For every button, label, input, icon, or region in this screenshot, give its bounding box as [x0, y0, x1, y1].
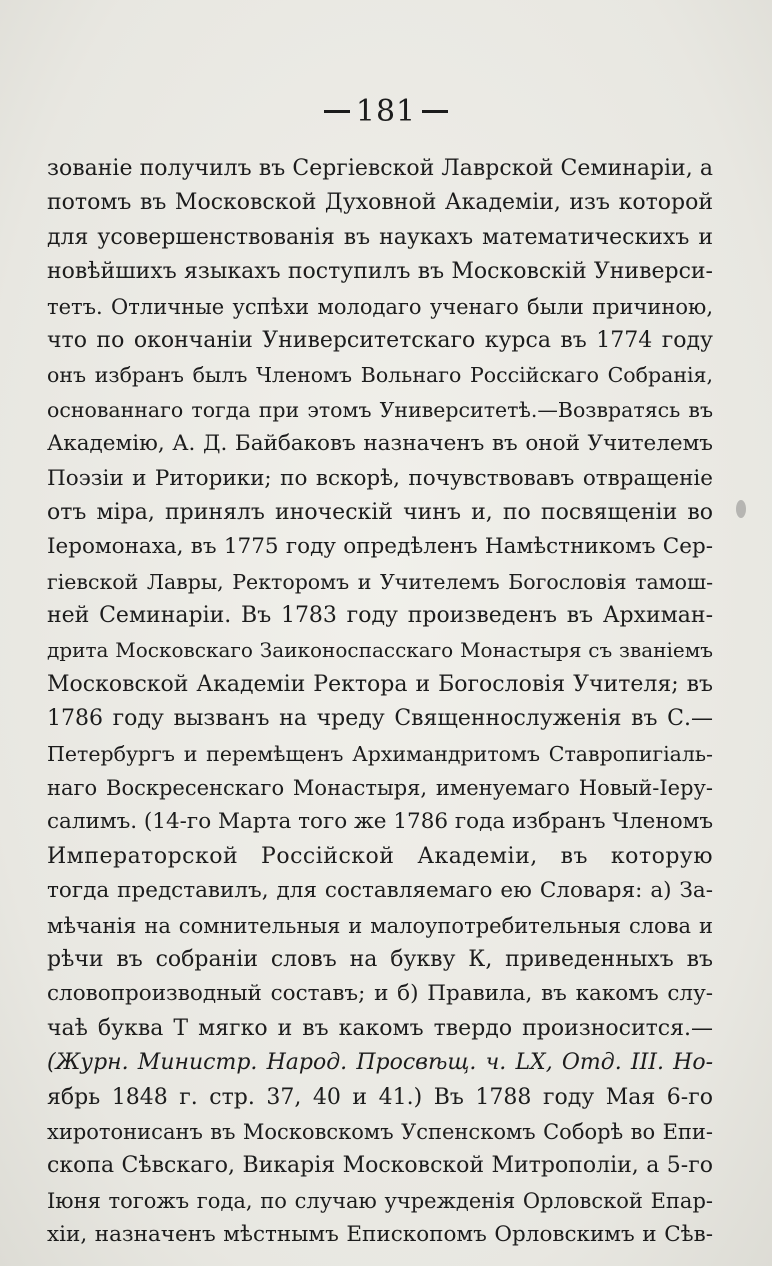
- text-line: гіевской Лавры, Ректоромъ и Учителемъ Богословія тамош-: [47, 569, 713, 594]
- text-line: отъ міра, принялъ иноческій чинъ и, по посвященіи во: [47, 499, 713, 525]
- body-text: [47, 152, 713, 1253]
- page-number: [0, 94, 772, 129]
- text-line: ней Семинаріи. Въ 1783 году произведенъ въ Архиман-: [47, 603, 713, 629]
- page-number-text: 181: [355, 94, 417, 129]
- text-line: дрита Московскаго Заиконоспасскаго Монастыря съ званіемъ: [47, 638, 713, 663]
- text-line: Московской Академіи Ректора и Богословія Учителя; въ: [47, 671, 713, 697]
- text-line: тогда представилъ, для составляемаго ею Словаря: а) За-: [47, 878, 713, 904]
- text-line: потомъ въ Московской Духовной Академіи, изъ которой: [47, 190, 713, 216]
- text-line: Поэзіи и Риторики; по вскорѣ, почувствовавъ отвращеніе: [47, 465, 713, 491]
- text-line: Іюня тогожъ года, по случаю учрежденія Орловской Епар-: [47, 1188, 713, 1213]
- text-line: скопа Сѣвскаго, Викарія Московской Митрополіи, а 5-го: [47, 1153, 713, 1179]
- text-line: словопроизводный составъ; и б) Правила, въ какомъ слу-: [47, 981, 713, 1007]
- text-line: Императорской Россійской Академіи, въ которую: [47, 843, 713, 869]
- text-line: 1786 году вызванъ на чреду Священнослуженія въ С.—: [47, 706, 713, 732]
- folio-dash-left: [324, 110, 350, 113]
- text-line: рѣчи въ собраніи словъ на букву К, приведенныхъ въ: [47, 946, 713, 972]
- text-line: Академію, А. Д. Байбаковъ назначенъ въ оной Учителемъ: [47, 431, 713, 457]
- text-line: мѣчанія на сомнительныя и малоупотребительныя слова и: [47, 913, 713, 938]
- text-line: онъ избранъ былъ Членомъ Вольнаго Россійскаго Собранія,: [47, 363, 713, 388]
- text-line: тетъ. Отличные успѣхи молодаго ученаго были причиною,: [47, 294, 713, 319]
- text-line: наго Воскресенскаго Монастыря, именуемаго Новый-Іеру-: [47, 776, 713, 801]
- text-line: ябрь 1848 г. стр. 37, 40 и 41.) Въ 1788 году Мая 6-го: [47, 1084, 713, 1110]
- text-line: салимъ. (14-го Марта того же 1786 года избранъ Членомъ: [47, 809, 713, 835]
- text-line: Іеромонаха, въ 1775 году опредѣленъ Намѣстникомъ Сер-: [47, 534, 713, 560]
- text-line: Петербургъ и перемѣщенъ Архимандритомъ Ставропигіаль-: [47, 741, 713, 766]
- text-line: основаннаго тогда при этомъ Университетѣ.—Возвратясь въ: [47, 397, 713, 422]
- text-line: новѣйшихъ языкахъ поступилъ въ Московскій Универси-: [47, 259, 713, 285]
- text-line: зованіе получилъ въ Сергіевской Лаврской Семинаріи, а: [47, 156, 713, 181]
- text-line: чаѣ буква Т мягко и въ какомъ твердо произносится.—: [47, 1015, 713, 1041]
- text-line: для усовершенствованія въ наукахъ математическихъ и: [47, 224, 713, 250]
- folio-dash-right: [422, 110, 448, 113]
- text-line: хіи, назначенъ мѣстнымъ Епископомъ Орловскимъ и Сѣв-: [47, 1222, 713, 1248]
- ink-spot: [736, 500, 746, 518]
- text-line: хиротонисанъ въ Московскомъ Успенскомъ Соборѣ во Епи-: [47, 1119, 713, 1144]
- text-line: что по окончаніи Университетскаго курса въ 1774 году: [47, 327, 713, 353]
- citation-line: (Журн. Министр. Народ. Просвѣщ. ч. LX, Отд. III. Но-: [47, 1050, 713, 1076]
